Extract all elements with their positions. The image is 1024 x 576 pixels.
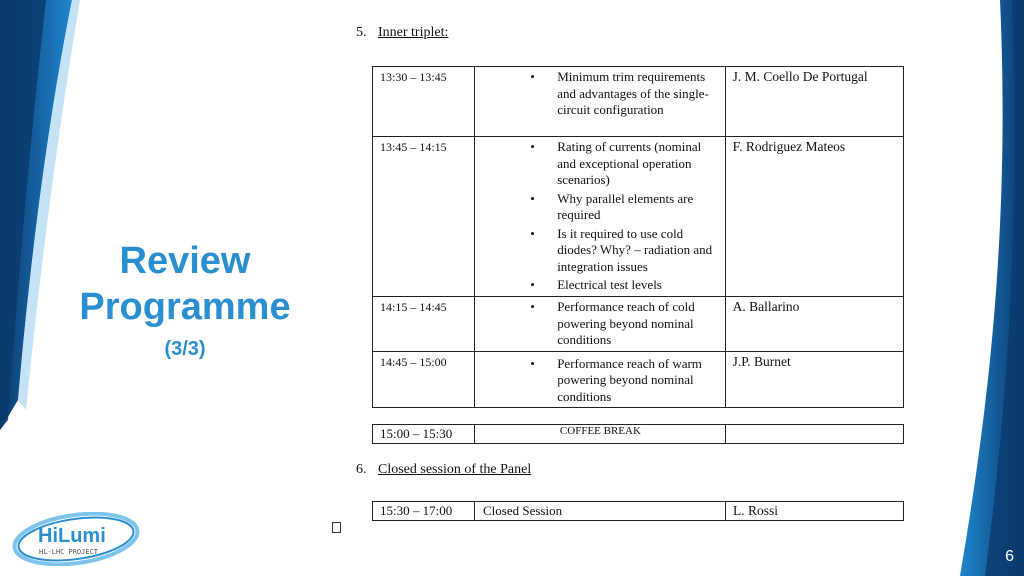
time-cell: 13:30 – 13:45	[373, 67, 475, 137]
table-row	[373, 137, 904, 297]
table-row	[373, 425, 904, 444]
slide-title-block	[60, 238, 310, 362]
topics-cell	[475, 137, 725, 297]
hilumi-logo	[12, 512, 140, 566]
section-5-heading	[356, 25, 448, 41]
time-cell: 13:45 – 14:15	[373, 137, 475, 297]
placeholder-glyph-icon	[332, 522, 341, 533]
page-number: 6	[1005, 548, 1014, 565]
time-cell: 15:00 – 15:30	[373, 425, 475, 444]
table-row	[373, 67, 904, 137]
speaker-cell: L. Rossi	[726, 502, 904, 521]
speaker-cell: F. Rodriguez Mateos	[725, 137, 903, 297]
time-cell: 14:45 – 15:00	[373, 351, 475, 408]
time-cell: 15:30 – 17:00	[373, 502, 475, 521]
topics-cell	[475, 297, 725, 352]
topic-item: • Why parallel elements are required	[482, 191, 718, 224]
topic-item: • Electrical test levels	[482, 277, 718, 294]
section-number: 6.	[356, 462, 367, 477]
speaker-cell: J.P. Burnet	[725, 351, 903, 408]
section-6-heading	[356, 462, 531, 478]
section-title: Closed session of the Panel	[378, 462, 532, 477]
closed-session-table	[372, 501, 904, 521]
topic-item: • Performance reach of cold powering beyond nominal conditions	[482, 299, 718, 349]
topic-item: • Performance reach of warm powering beyond nominal conditions	[482, 356, 718, 406]
break-label-cell: COFFEE BREAK	[475, 425, 725, 444]
coffee-break-table	[372, 424, 904, 444]
speaker-cell: J. M. Coello De Portugal	[725, 67, 903, 137]
speaker-cell	[725, 425, 903, 444]
time-cell: 14:15 – 14:45	[373, 297, 475, 352]
slide-title: Review Programme	[79, 240, 291, 328]
inner-triplet-table	[372, 66, 904, 408]
section-number: 5.	[356, 25, 367, 40]
section-title: Inner triplet:	[378, 25, 449, 40]
topic-item: • Is it required to use cold diodes? Why? – radiation and integration issues	[482, 226, 718, 276]
topic-item: • Rating of currents (nominal and exceptional operation scenarios)	[482, 139, 718, 189]
table-row	[373, 502, 904, 521]
table-row	[373, 351, 904, 408]
topics-cell	[475, 351, 725, 408]
logo-subtext: HL-LHC PROJECT	[39, 548, 99, 556]
topic-item: • Minimum trim requirements and advantages of the single-circuit configuration	[482, 69, 718, 119]
topics-cell	[475, 67, 725, 137]
slide-subtitle: (3/3)	[164, 338, 206, 360]
table-row	[373, 297, 904, 352]
session-label-cell: Closed Session	[475, 502, 726, 521]
logo-text: HiLumi	[38, 525, 106, 547]
speaker-cell: A. Ballarino	[725, 297, 903, 352]
